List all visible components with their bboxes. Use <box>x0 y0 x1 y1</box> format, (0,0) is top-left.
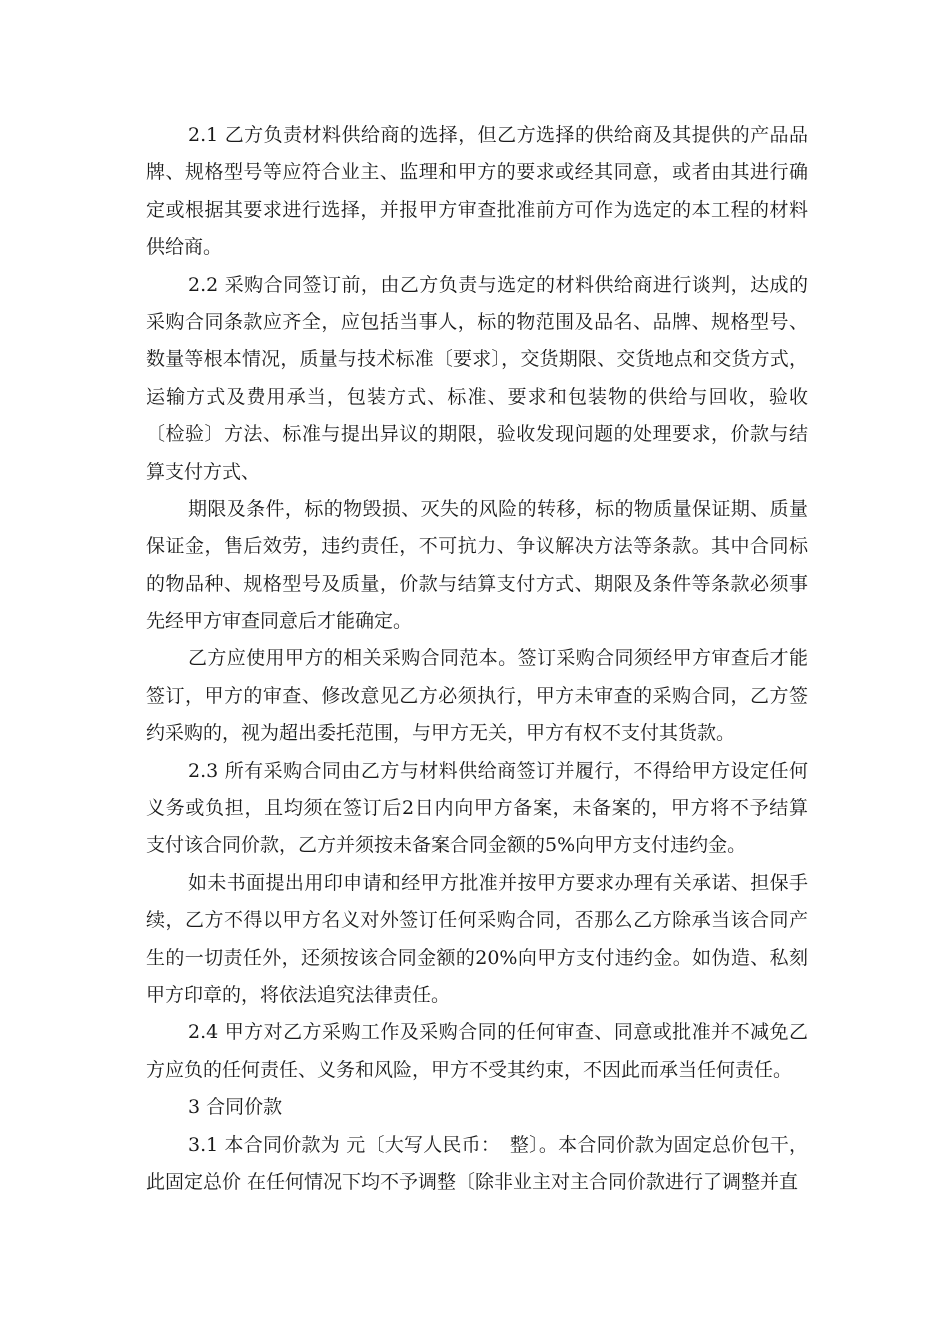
text-line: 3.1 本合同价款为 元〔大写人民币： 整〕。本合同价款为固定总价包干， <box>188 1133 808 1156</box>
text-line: 约采购的，视为超出委托范围，与甲方无关，甲方有权不支付其货款。 <box>146 722 736 745</box>
text-line: 义务或负担，且均须在签订后2日内向甲方备案，未备案的，甲方将不予结算 <box>146 797 808 820</box>
paragraph <box>146 1089 808 1126</box>
text-line: 甲方印章的，将依法追究法律责任。 <box>146 983 451 1006</box>
text-line: 定或根据其要求进行选择，并报甲方审查批准前方可作为选定的本工程的材料 <box>146 198 808 221</box>
paragraph <box>146 753 808 865</box>
document-body <box>146 117 808 1201</box>
text-line: 续，乙方不得以甲方名义对外签订任何采购合同，否那么乙方除承当该合同产 <box>146 909 808 932</box>
text-line: 支付该合同价款，乙方并须按未备案合同金额的5%向甲方支付违约金。 <box>146 834 747 857</box>
text-line: 采购合同条款应齐全，应包括当事人，标的物范围及品名、品牌、规格型号、 <box>146 310 808 333</box>
paragraph <box>146 640 808 752</box>
text-line: 此固定总价 在任何情况下均不予调整〔除非业主对主合同价款进行了调整并直 <box>146 1170 799 1193</box>
text-line: 2.3 所有采购合同由乙方与材料供给商签订并履行，不得给甲方设定任何 <box>188 759 808 782</box>
text-line: 〔检验〕方法、标准与提出异议的期限，验收发现问题的处理要求，价款与结 <box>146 423 808 446</box>
text-line: 牌、规格型号等应符合业主、监理和甲方的要求或经其同意，或者由其进行确 <box>146 161 808 184</box>
text-line: 期限及条件，标的物毁损、灭失的风险的转移，标的物质量保证期、质量 <box>188 497 808 520</box>
paragraph <box>146 865 808 1015</box>
paragraph <box>146 491 808 641</box>
text-line: 2.2 采购合同签订前，由乙方负责与选定的材料供给商进行谈判，达成的 <box>188 273 808 296</box>
paragraph <box>146 1014 808 1089</box>
text-line: 如未书面提出用印申请和经甲方批准并按甲方要求办理有关承诺、担保手 <box>188 871 808 894</box>
text-line: 2.1 乙方负责材料供给商的选择，但乙方选择的供给商及其提供的产品品 <box>188 124 808 146</box>
paragraph <box>146 1127 808 1202</box>
text-line: 供给商。 <box>146 236 223 259</box>
text-line: 乙方应使用甲方的相关采购合同范本。签订采购合同须经甲方审查后才能 <box>188 647 808 670</box>
text-line: 保证金，售后效劳，违约责任，不可抗力、争议解决方法等条款。其中合同标 <box>146 535 808 558</box>
paragraph <box>146 267 808 491</box>
text-line: 先经甲方审查同意后才能确定。 <box>146 610 413 633</box>
text-line: 运输方式及费用承当，包装方式、标准、要求和包装物的供给与回收，验收 <box>146 385 808 408</box>
text-line: 方应负的任何责任、义务和风险，甲方不受其约束，不因此而承当任何责任。 <box>146 1058 793 1081</box>
text-line: 算支付方式、 <box>146 460 261 483</box>
text-line: 签订，甲方的审查、修改意见乙方必须执行，甲方未审查的采购合同，乙方签 <box>146 684 808 707</box>
text-line: 2.4 甲方对乙方采购工作及采购合同的任何审查、同意或批准并不减免乙 <box>188 1021 808 1044</box>
text-line: 数量等根本情况，质量与技术标准〔要求〕，交货期限、交货地点和交货方式， <box>146 348 808 371</box>
text-line: 3 合同价款 <box>188 1096 283 1119</box>
text-line: 的物品种、规格型号及质量，价款与结算支付方式、期限及条件等条款必须事 <box>146 572 808 595</box>
paragraph <box>146 117 808 267</box>
text-line: 生的一切责任外，还须按该合同金额的20%向甲方支付违约金。如伪造、私刻 <box>146 946 808 969</box>
